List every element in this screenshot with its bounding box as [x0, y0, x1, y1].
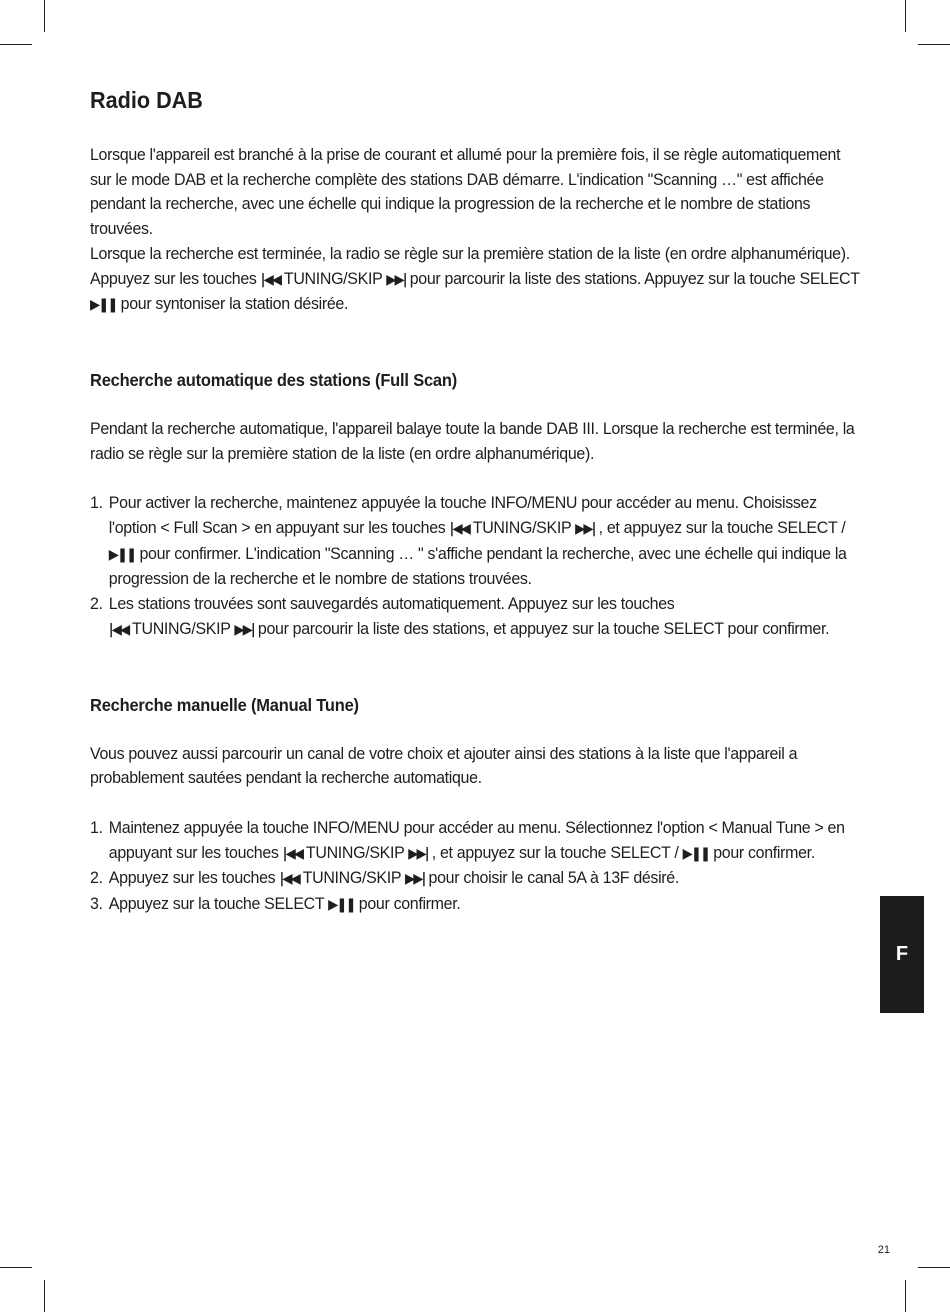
manual-tune-intro: Vous pouvez aussi parcourir un canal de votre choix et ajouter ainsi des stations à la liste que l'appareil a probablement sautées pendant la recherche automatique. [90, 743, 798, 788]
crop-mark-bottom-right-h [918, 1267, 950, 1268]
intro-text-1: Lorsque l'appareil est branché à la prise de courant et allumé pour la première fois, il se règle automatiquement sur le mode DAB et la recherche complète des stations DAB démarre. L'indication "Scanning …" est affichée pendant la recherche, avec une échelle qui indique la progression de la recherche et le nombre de stations trouvées. [90, 145, 841, 239]
step-text: , et appuyez sur la touche SELECT / [598, 518, 846, 538]
skip-forward-icon: ▶▶| [405, 871, 425, 888]
step-text: Les stations trouvées sont sauvegardés automatiquement. Appuyez sur les touches [108, 594, 675, 614]
step-text: pour confirmer. [358, 894, 461, 914]
section-heading-manual-tune: Recherche manuelle (Manual Tune) [90, 694, 359, 715]
page-number: 21 [877, 1244, 890, 1256]
page-title: Radio DAB [90, 87, 203, 113]
list-item [90, 816, 863, 866]
step-text: pour parcourir la liste des stations, et appuyez sur la touche SELECT pour confirmer. [257, 618, 830, 638]
crop-mark-bottom-left [44, 1280, 45, 1312]
intro-text-2c: pour parcourir la liste des stations. Appuyez sur la touche SELECT [409, 268, 860, 288]
step-text: Pour activer la recherche, maintenez appuyée la touche INFO/MENU pour accéder au menu. Choisissez l'option < Full Scan > en appuyant sur les touches [108, 493, 817, 538]
tuning-skip-label: TUNING/SKIP [472, 518, 571, 538]
play-pause-icon: ▶❚❚ [108, 546, 136, 563]
skip-back-icon: |◀◀ [282, 845, 303, 862]
list-item [90, 592, 863, 642]
list-item [90, 866, 863, 892]
full-scan-intro: Pendant la recherche automatique, l'appareil balaye toute la bande DAB III. Lorsque la recherche est terminée, la radio se règle sur la première station de la liste (en ordre alphanumérique). [90, 418, 855, 463]
page-content [90, 84, 863, 918]
play-pause-icon: ▶❚❚ [682, 845, 710, 862]
crop-mark-top-left [44, 0, 45, 32]
step-number: 1. [90, 817, 103, 837]
tuning-skip-label: TUNING/SKIP [302, 868, 401, 888]
skip-forward-icon: ▶▶| [408, 845, 428, 862]
step-number: 2. [90, 868, 103, 888]
intro-text-2d: pour syntoniser la station désirée. [120, 294, 349, 314]
tuning-skip-label: TUNING/SKIP [283, 268, 383, 288]
skip-back-icon: |◀◀ [449, 521, 469, 538]
crop-mark-top-left-h [0, 44, 32, 45]
skip-back-icon: |◀◀ [279, 871, 299, 888]
skip-back-icon: |◀◀ [108, 621, 129, 638]
crop-mark-bottom-right [905, 1280, 906, 1312]
skip-back-icon: |◀◀ [260, 271, 281, 288]
step-number: 3. [90, 894, 103, 914]
skip-forward-icon: ▶▶| [575, 521, 595, 538]
tuning-skip-label: TUNING/SKIP [305, 842, 405, 862]
step-number: 2. [90, 594, 103, 614]
language-tab-label: F [895, 943, 909, 965]
section-heading-full-scan: Recherche automatique des stations (Full Scan) [90, 369, 458, 390]
step-text: pour confirmer. [713, 842, 815, 862]
step-number: 1. [90, 493, 103, 513]
play-pause-icon: ▶❚❚ [328, 897, 355, 914]
step-text: Maintenez appuyée la touche INFO/MENU pour accéder au menu. Sélectionnez l'option < Manual Tune > en appuyant sur les touches [108, 817, 845, 862]
step-text: pour confirmer. L'indication "Scanning … " s'affiche pendant la recherche, avec une échelle qui indique la progression de la recherche et le nombre de stations trouvées. [108, 543, 847, 589]
manual-tune-steps [90, 816, 863, 918]
step-text: Appuyez sur la touche SELECT [108, 894, 325, 914]
intro-text-2a: Lorsque la recherche est terminée, la radio se règle sur la première station de la liste (en ordre alphanumérique). Appuyez sur les touches [90, 243, 850, 288]
skip-forward-icon: ▶▶| [386, 271, 406, 288]
play-pause-icon: ▶❚❚ [90, 297, 117, 314]
intro-paragraph-1 [90, 143, 863, 242]
step-text: pour choisir le canal 5A à 13F désiré. [428, 868, 679, 888]
list-item [90, 491, 863, 592]
language-tab-marker [880, 896, 924, 1013]
crop-mark-top-right-h [918, 44, 950, 45]
crop-mark-bottom-left-h [0, 1267, 32, 1268]
skip-forward-icon: ▶▶| [234, 621, 254, 638]
step-text: Appuyez sur les touches [108, 868, 276, 888]
full-scan-steps [90, 491, 863, 642]
step-text: , et appuyez sur la touche SELECT / [431, 842, 679, 862]
list-item [90, 892, 863, 918]
crop-mark-top-right [905, 0, 906, 32]
tuning-skip-label: TUNING/SKIP [132, 618, 231, 638]
intro-paragraph-2 [90, 242, 863, 318]
